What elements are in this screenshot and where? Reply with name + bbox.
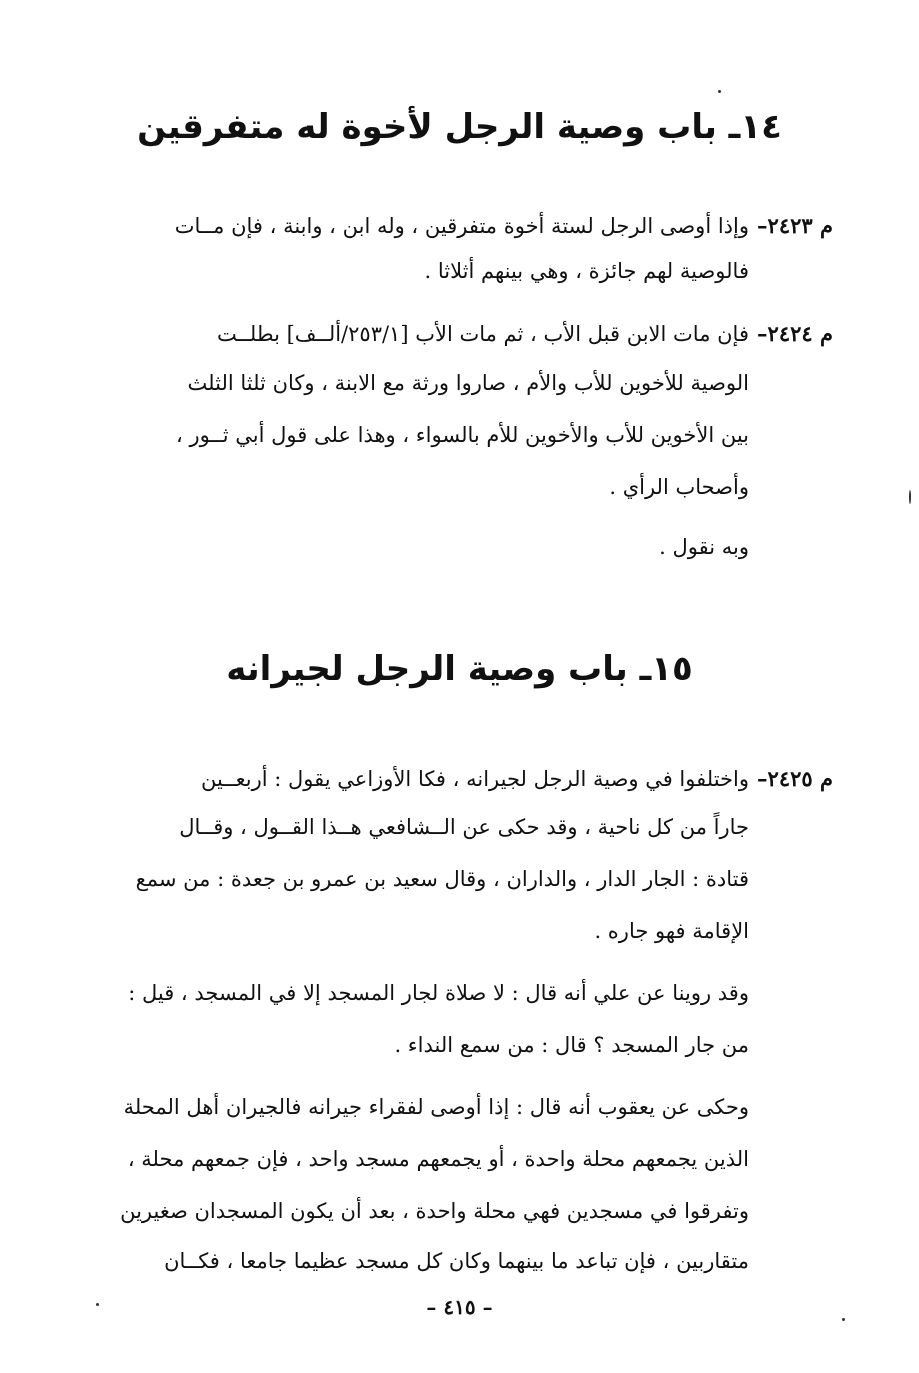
entry-2425-line-3: قتادة : الجار الدار ، والداران ، وقال سعيد بن عمرو بن جعدة : من سمع [135,867,749,891]
section-14-heading: ١٤ـ باب وصية الرجل لأخوة له متفرقين [137,107,782,147]
entry-2423-line-2: فالوصية لهم جائزة ، وهي بينهم أثلاثا . [424,259,749,283]
entry-2425-line-1: واختلفوا في وصية الرجل لجيرانه ، فكا الأوزاعي يقول : أربعــين [201,767,749,791]
paragraph-ali-line-1: وقد روينا عن علي أنه قال : لا صلاة لجار المسجد إلا في المسجد ، قيل : [128,981,749,1005]
entry-2423-number: م ٢٤٢٣– [757,213,833,238]
entry-2425-line-2: جاراً من كل ناحية ، وقد حكى عن الــشافعي هــذا القــول ، وقــال [179,815,749,839]
paragraph-yaqub-line-2: الذين يجمعهم محلة واحدة ، أو يجمعهم مسجد واحد ، فإن جمعهم محلة ، [127,1147,749,1171]
scan-speck [718,90,721,93]
section-15-heading: ١٥ـ باب وصية الرجل لجيرانه [226,649,693,689]
entry-2424-line-4: وأصحاب الرأي . [609,475,749,499]
entry-2424-line-3: بين الأخوين للأب والأخوين للأم بالسواء ، وهذا على قول أبي ثــور ، [176,423,749,447]
scan-speck [842,1318,845,1321]
page-number: – ٤١٥ – [426,1295,493,1319]
paragraph-yaqub-line-4: متقاربين ، فإن تباعد ما بينهما وكان كل مسجد عظيما جامعا ، فكــان [164,1249,749,1273]
entry-2424-line-2: الوصية للأخوين للأب والأم ، صاروا ورثة مع الابنة ، وكان ثلثا الثلث [187,371,749,395]
entry-2423-line-1: وإذا أوصى الرجل لستة أخوة متفرقين ، وله ابن ، وابنة ، فإن مــات [174,214,749,238]
entry-2424-number: م ٢٤٢٤– [757,321,833,346]
paragraph-yaqub-line-1: وحكى عن يعقوب أنه قال : إذا أوصى لفقراء جيرانه فالجيران أهل المحلة [123,1095,749,1119]
paragraph-ali-line-2: من جار المسجد ؟ قال : من سمع النداء . [394,1033,749,1057]
entry-2424-line-1: فإن مات الابن قبل الأب ، ثم مات الأب [٢٥٣/١/ألــف] بطلــت [216,322,749,346]
entry-2425-line-4: الإقامة فهو جاره . [594,919,749,943]
paragraph-yaqub-line-3: وتفرقوا في مسجدين فهي محلة واحدة ، بعد أن يكون المسجدان صغيرين [120,1199,749,1223]
scan-mark [909,490,911,504]
scan-speck [96,1303,99,1306]
entry-2424-line-5: وبه نقول . [659,535,749,559]
entry-2425-number: م ٢٤٢٥– [757,766,833,791]
